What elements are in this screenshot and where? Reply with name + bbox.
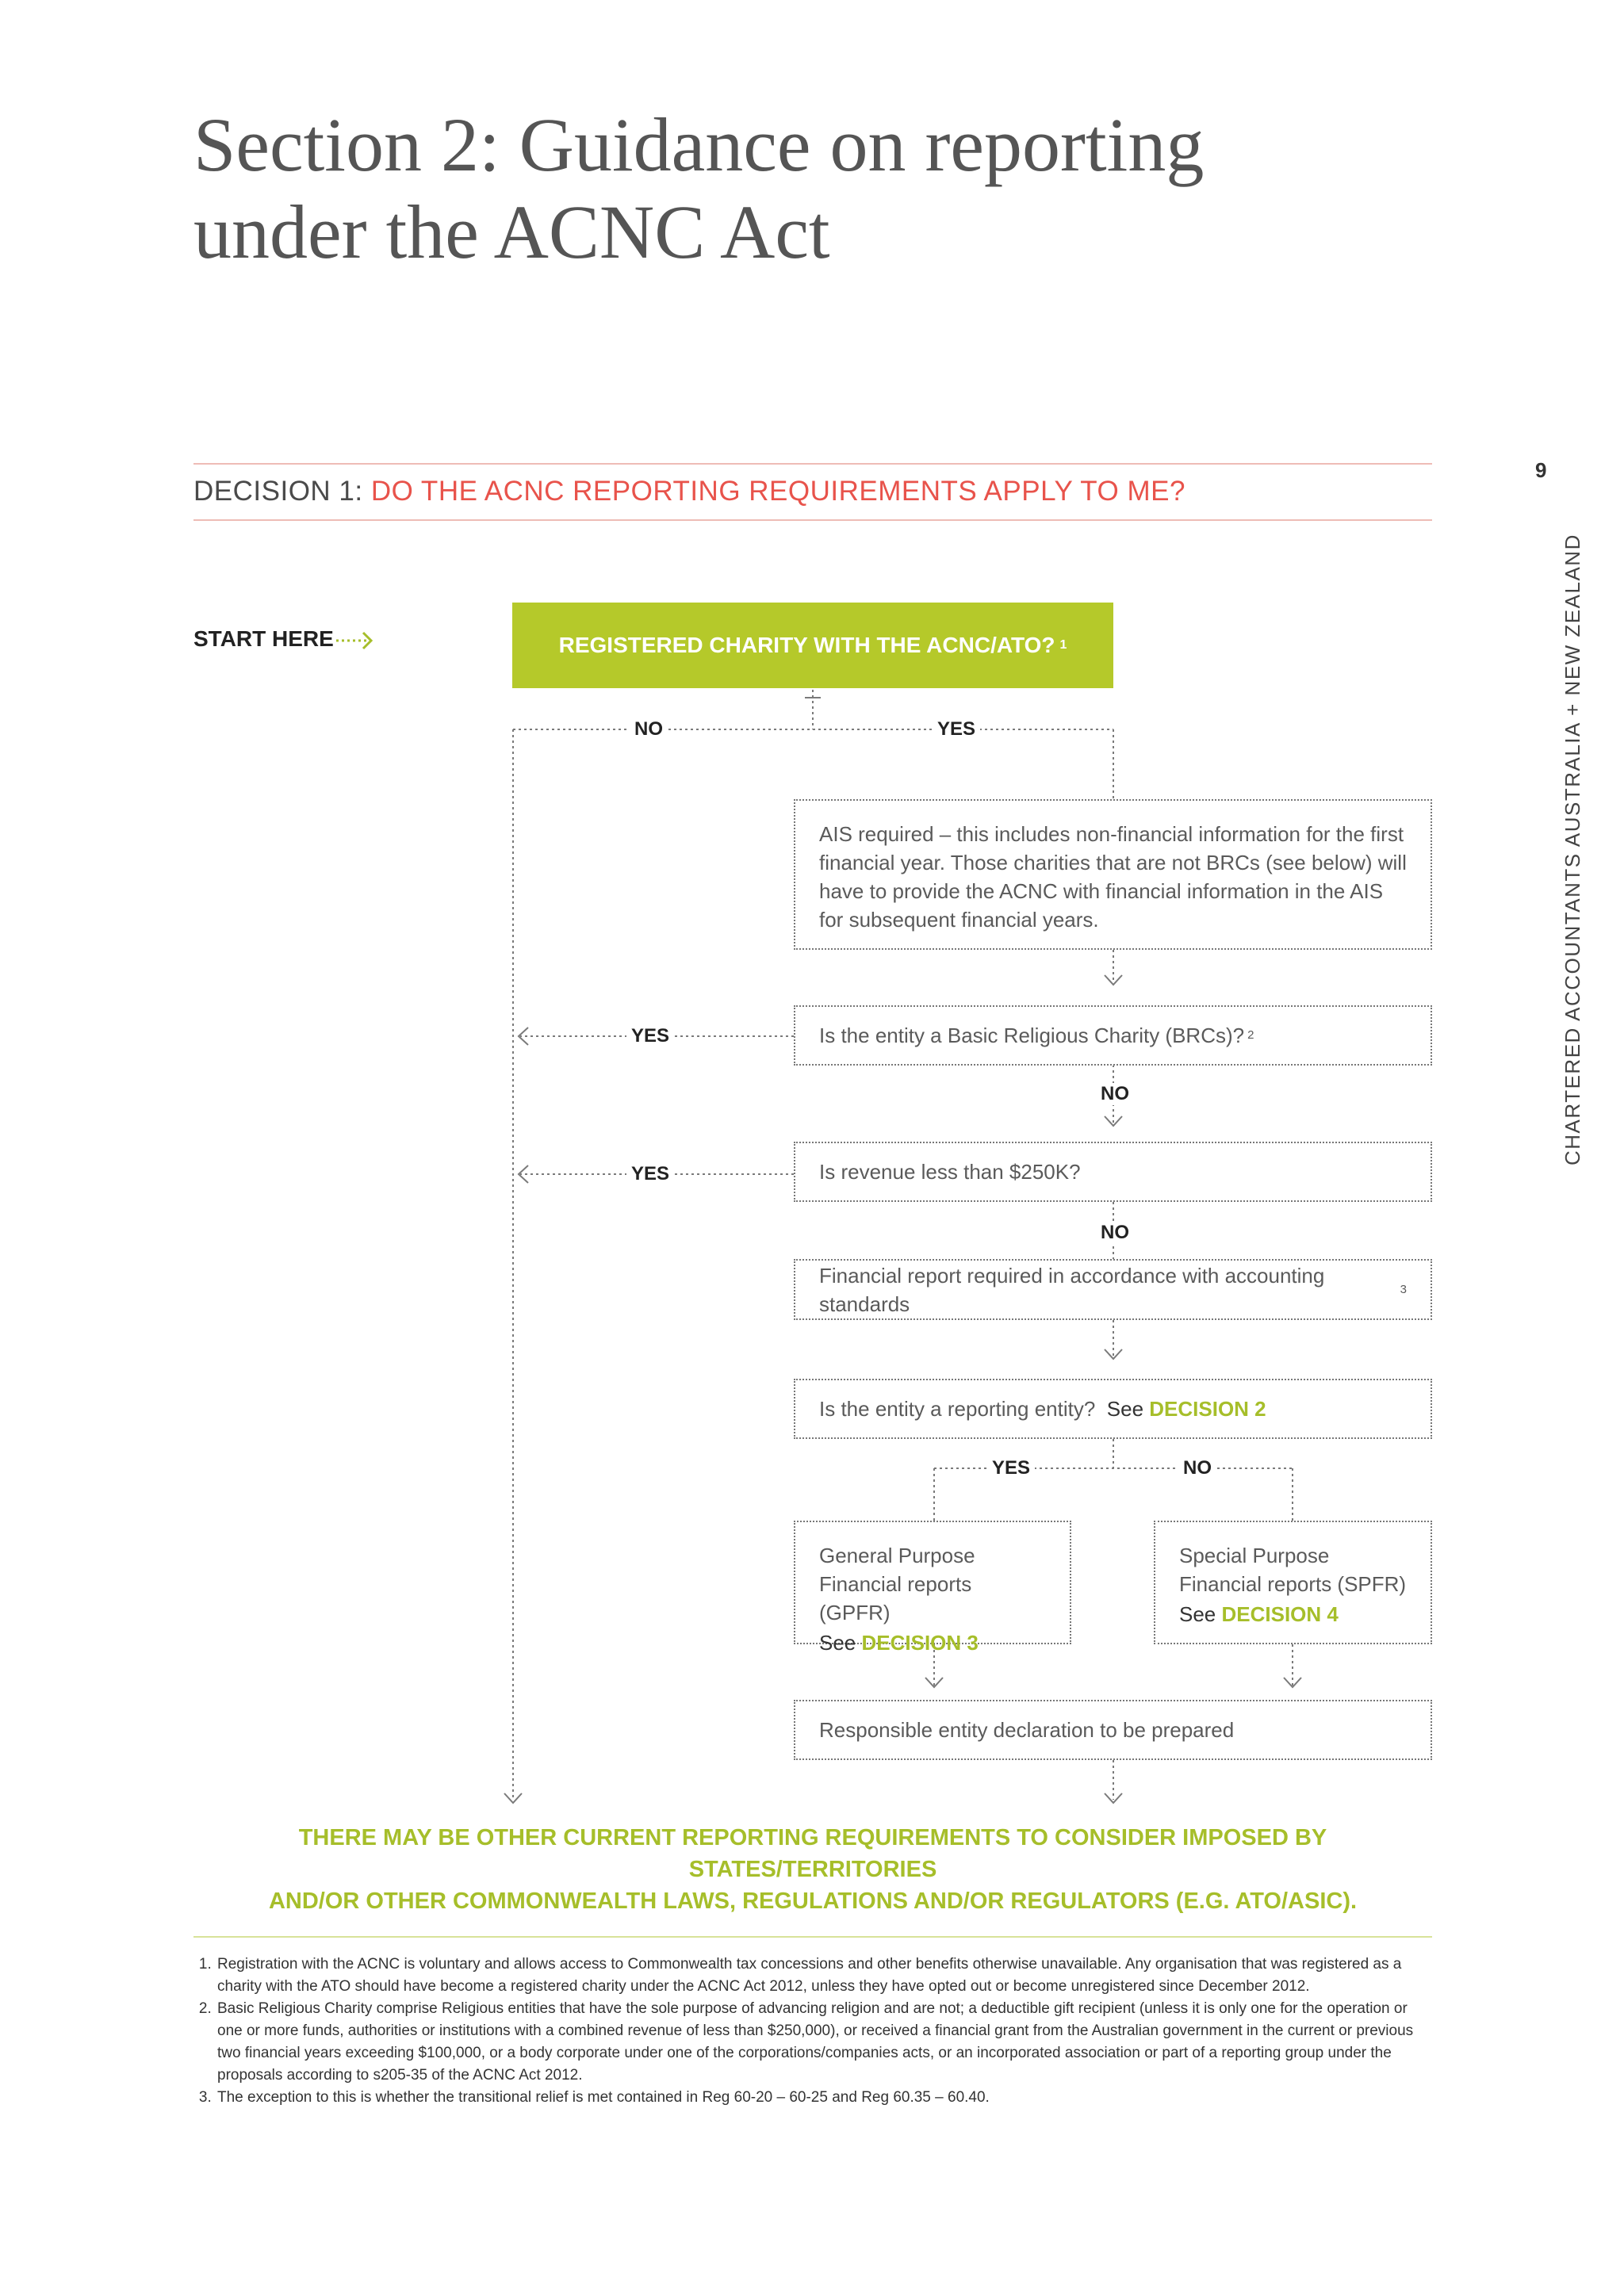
- question-registered-charity-text: REGISTERED CHARITY WITH THE ACNC/ATO?: [558, 633, 1055, 657]
- footnotes-rule: [193, 1936, 1432, 1938]
- start-here-label: START HERE: [193, 626, 334, 651]
- sidebar-org-name: CHARTERED ACCOUNTANTS AUSTRALIA + NEW ZEALAND: [1561, 534, 1584, 1165]
- box-reporting-entity: [794, 1379, 1432, 1439]
- footnote-3: 3. The exception to this is whether the transitional relief is met contained in Reg 60-20 – 60-25 and Reg 60.35 – 60.40.: [216, 2087, 1432, 2109]
- box-responsible-text: Responsible entity declaration to be prepared: [819, 1718, 1235, 1742]
- decision-4-link[interactable]: DECISION 4: [1221, 1602, 1339, 1626]
- see-label: See: [1179, 1602, 1216, 1626]
- box-financial-text: Financial report required in accordance with accounting standards: [819, 1263, 1325, 1316]
- question-registered-charity: [512, 603, 1113, 688]
- box-ais-text: AIS required – this includes non-financial information for the first financial year. Those charities that are not BRCs (see below) will have to provide the ACNC with financial information in the AIS for subsequent financial years.: [819, 822, 1407, 932]
- decision-3-link[interactable]: DECISION 3: [861, 1631, 979, 1655]
- label-no-reporting: NO: [1178, 1457, 1216, 1479]
- footnotes: [193, 1954, 1432, 2109]
- footnote-ref-2: 2: [1247, 1028, 1254, 1042]
- label-yes-registered: YES: [933, 718, 980, 740]
- label-no-registered: NO: [630, 718, 668, 740]
- box-ais-required: [794, 799, 1432, 950]
- box-brc-text: Is the entity a Basic Religious Charity (BRCs)?: [819, 1024, 1245, 1047]
- title-line-2: under the ACNC Act: [193, 189, 830, 274]
- footnote-ref-3: 3: [1400, 1282, 1407, 1296]
- label-yes-reporting: YES: [987, 1457, 1035, 1479]
- box-revenue-text: Is revenue less than $250K?: [819, 1160, 1081, 1184]
- footnote-2: 2. Basic Religious Charity comprise Religious entities that have the sole purpose of advancing religion and are not; a deductible gift recipient (unless it is only one for the operation or one or more funds, authorities or institutions with a combined revenue of less than $250,000), or received a financial grant from the Australian government in the current or previous two financial years exceeding $100,000, or a body corporate under one of the corporations/companies acts, or an incorporated association or part of a reporting group under the proposals according to s205-35 of the ACNC Act 2012.: [216, 1998, 1432, 2087]
- box-reporting-text: Is the entity a reporting entity?: [819, 1397, 1096, 1421]
- decision-label: DECISION 1:: [193, 476, 363, 507]
- label-yes-brc: YES: [626, 1025, 674, 1047]
- bottom-notice-line-2: AND/OR OTHER COMMONWEALTH LAWS, REGULATIONS AND/OR REGULATORS (E.G. ATO/ASIC).: [268, 1888, 1358, 1914]
- label-no-revenue: NO: [1096, 1222, 1134, 1244]
- footnote-ref-1: 1: [1059, 638, 1067, 652]
- bottom-notice: [193, 1822, 1432, 1917]
- box-revenue-question: [794, 1142, 1432, 1202]
- label-no-brc: NO: [1096, 1083, 1134, 1105]
- label-yes-revenue: YES: [626, 1163, 674, 1185]
- box-responsible-entity: [794, 1700, 1432, 1760]
- box-gpfr-text: General Purpose Financial reports (GPFR): [819, 1544, 975, 1624]
- box-spfr-text: Special Purpose Financial reports (SPFR): [1179, 1544, 1407, 1596]
- box-gpfr: [794, 1521, 1071, 1655]
- bottom-notice-line-1: THERE MAY BE OTHER CURRENT REPORTING REQUIREMENTS TO CONSIDER IMPOSED BY STATES/TERRITORIES: [298, 1825, 1327, 1882]
- decision-question: DO THE ACNC REPORTING REQUIREMENTS APPLY TO ME?: [370, 476, 1185, 507]
- page-number: 9: [1535, 458, 1547, 482]
- see-label: See: [819, 1631, 856, 1655]
- box-financial-report: [794, 1259, 1432, 1320]
- title-line-1: Section 2: Guidance on reporting: [193, 102, 1205, 187]
- decision-2-link[interactable]: DECISION 2: [1149, 1397, 1266, 1421]
- box-brc-question: [794, 1005, 1432, 1066]
- box-spfr: [1154, 1521, 1432, 1644]
- see-label: See: [1106, 1397, 1144, 1421]
- footnote-1: 1. Registration with the ACNC is voluntary and allows access to Commonwealth tax concessions and other benefits otherwise unavailable. Any organisation that was registered as a charity with the ATO should have become a registered charity under the ACNC Act 2012, unless they have opted out or become unregistered since December 2012.: [216, 1954, 1432, 1998]
